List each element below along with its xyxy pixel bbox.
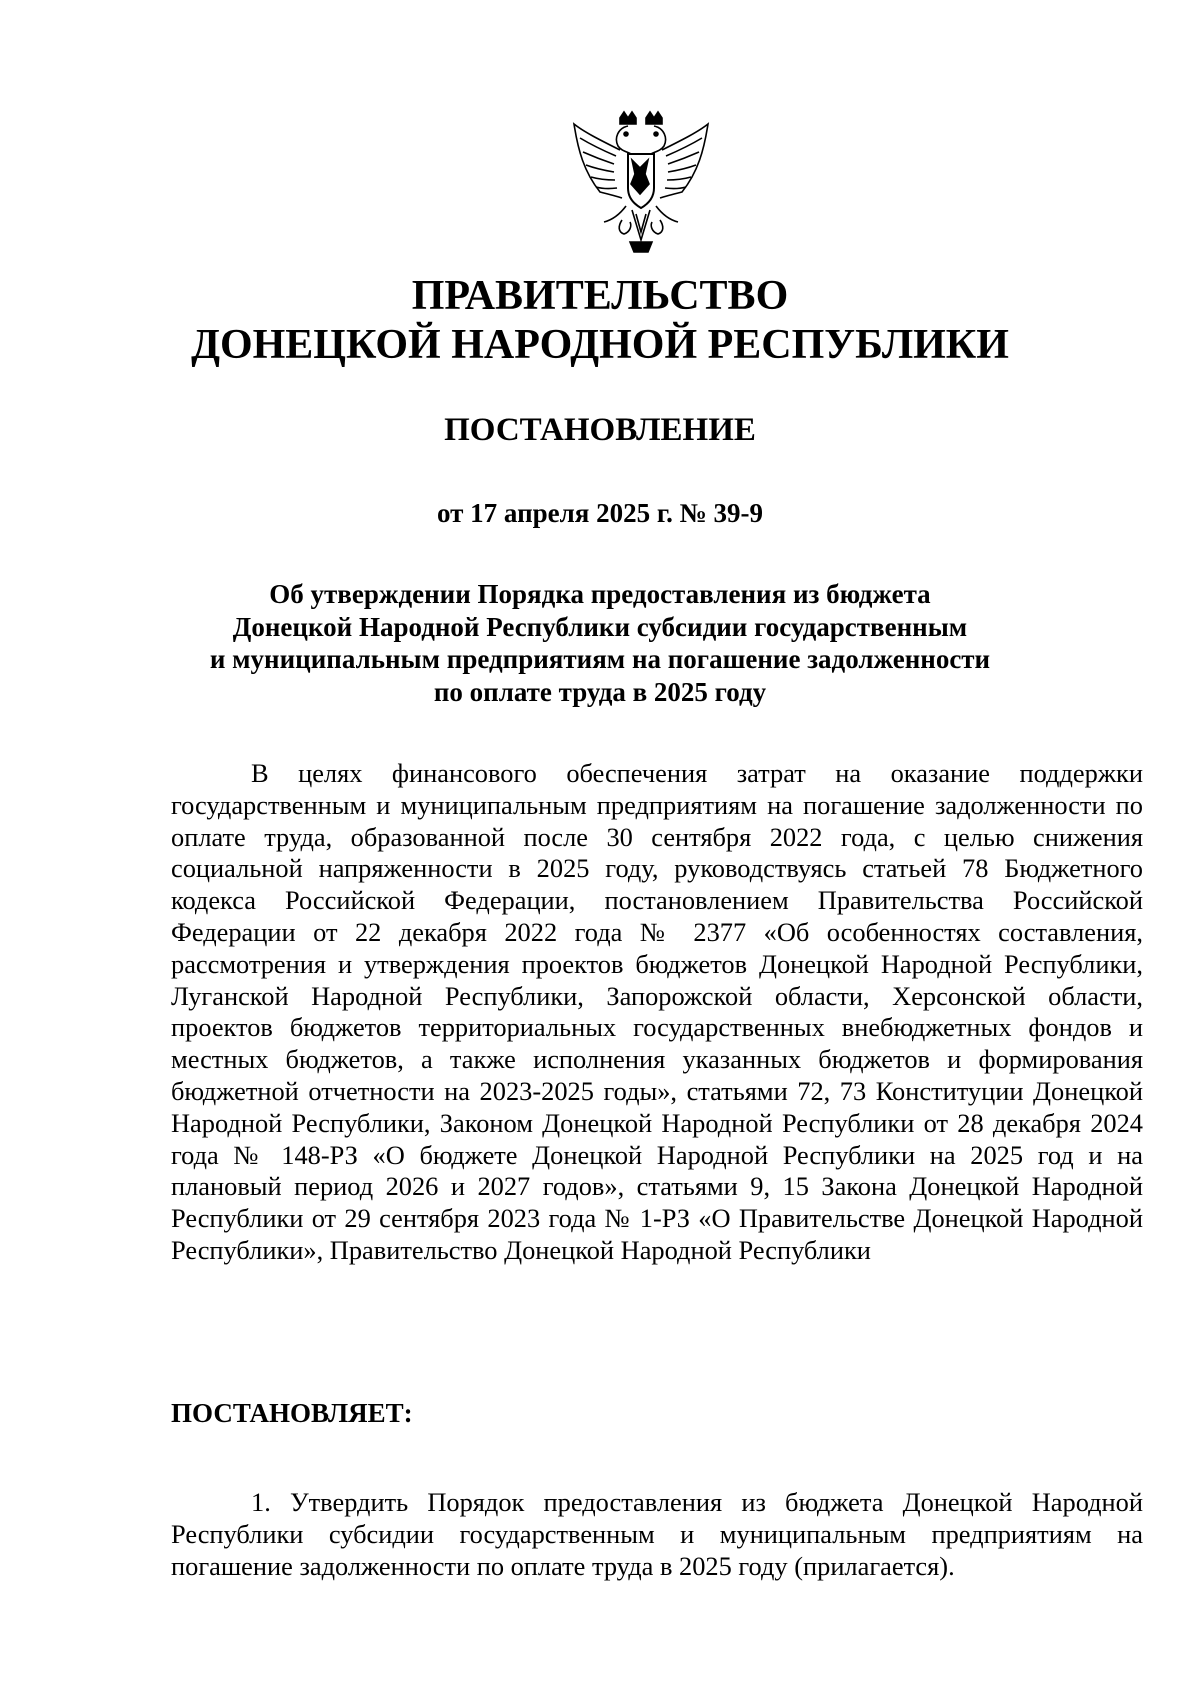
decree-date-number: от 17 апреля 2025 г. № 39-9 [437,498,763,528]
subject-line2: Донецкой Народной Республики субсидии государственным [232,611,968,642]
government-title [0,272,1200,370]
subject-line1: Об утверждении Порядка предоставления из бюджета [269,579,931,609]
decree-item-1: 1. Утвердить Порядок предоставления из бюджета Донецкой Народной Республики субсидии государственным и муниципальным предприятиям на погашение задолженности по оплате труда в 2025 году (прилагается). [171,1487,1143,1581]
decree-subject [0,578,1200,708]
preamble-paragraph: В целях финансового обеспечения затрат на оказание поддержки государственным и муниципальным предприятиям на погашение задолженности по оплате труда, образованной после 30 сентября 2022 года, с целью снижения социальной напряженности в 2025 году, руководствуясь статьей 78 Бюджетного кодекса Российской Федерации, постановлением Правительства Российской Федерации от 22 декабря 2022 года № 2377 «Об особенностях составления, рассмотрения и утверждения проектов бюджетов Донецкой Народной Республики, Луганской Народной Республики, Запорожской области, Херсонской области, проектов бюджетов территориальных государственных внебюджетных фондов и местных бюджетов, а также исполнения указанных бюджетов и формирования бюджетной отчетности на 2023-2025 годы», статьями 72, 73 Конституции Донецкой Народной Республики, Законом Донецкой Народной Республики от 28 декабря 2024 года № 148-РЗ «О бюджете Донецкой Народной Республики на 2025 год и на плановый период 2026 и 2027 годов», статьями 9, 15 Закона Донецкой Народной Республики от 29 сентября 2023 года № 1-РЗ «О Правительстве Донецкой Народной Республики», Правительство Донецкой Народной Республики [171,758,1143,1265]
subject-line4: по оплате труда в 2025 году [433,676,767,707]
resolves-heading: ПОСТАНОВЛЯЕТ: [171,1398,413,1428]
coat-of-arms-eagle-icon [570,110,712,258]
government-title-line1: ПРАВИТЕЛЬСТВО [411,273,789,319]
document-type: ПОСТАНОВЛЕНИЕ [444,412,756,448]
subject-line3: и муниципальным предприятиям на погашение задолженности [209,644,991,674]
government-title-line2: ДОНЕЦКОЙ НАРОДНОЙ РЕСПУБЛИКИ [191,322,1009,368]
